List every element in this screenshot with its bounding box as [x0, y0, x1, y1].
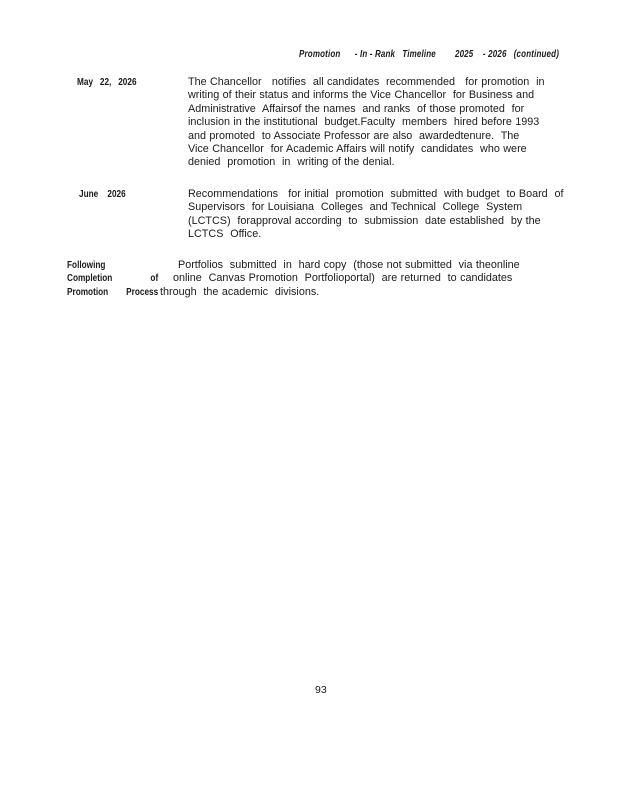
text-line: Recommendations for initial promotion submitted with budget to Board of: [188, 188, 564, 200]
text-line: LCTCS Office.: [188, 228, 262, 241]
text-line: denied promotion in writing of the denial.: [188, 156, 395, 169]
entry-body: [160, 259, 520, 299]
text-line: Portfolios submitted in hard copy (those not submitted via theonline: [178, 259, 520, 271]
text-line: writing of their status and informs the Vice Chancellor for Business and: [188, 89, 535, 102]
text-line: Administrative Affairsof the names and ranks of those promoted for: [188, 102, 525, 115]
text-line: Promotion Process: [67, 286, 159, 298]
page-number: 93: [315, 684, 327, 696]
text-line: through the academic divisions.: [160, 285, 320, 298]
page-header-title: Promotion - In - Rank Timeline 2025 - 2026 (continued): [299, 49, 560, 60]
text-line: and promoted to Associate Professor are also awardedtenure. The: [188, 129, 520, 142]
text-line: Following: [67, 260, 106, 271]
entry-label: [67, 259, 158, 299]
entry-body: [188, 188, 563, 242]
text-line: (LCTCS) forapproval according to submission date established by the: [188, 214, 541, 227]
text-line: online Canvas Promotion Portfolioportal) are returned to candidates: [173, 272, 513, 285]
text-line: Vice Chancellor for Academic Affairs will notify candidates who were: [188, 142, 527, 155]
text-line: Completion of: [67, 273, 159, 285]
text-line: The Chancellor notifies all candidates recommended for promotion in: [188, 76, 545, 88]
text-line: inclusion in the institutional budget.Faculty members hired before 1993: [188, 116, 540, 129]
entry-date: June 2026: [79, 189, 126, 200]
entry-date: May 22, 2026: [77, 77, 137, 88]
entry-body: [188, 76, 544, 170]
text-line: Supervisors for Louisiana Colleges and Technical College System: [188, 201, 523, 214]
